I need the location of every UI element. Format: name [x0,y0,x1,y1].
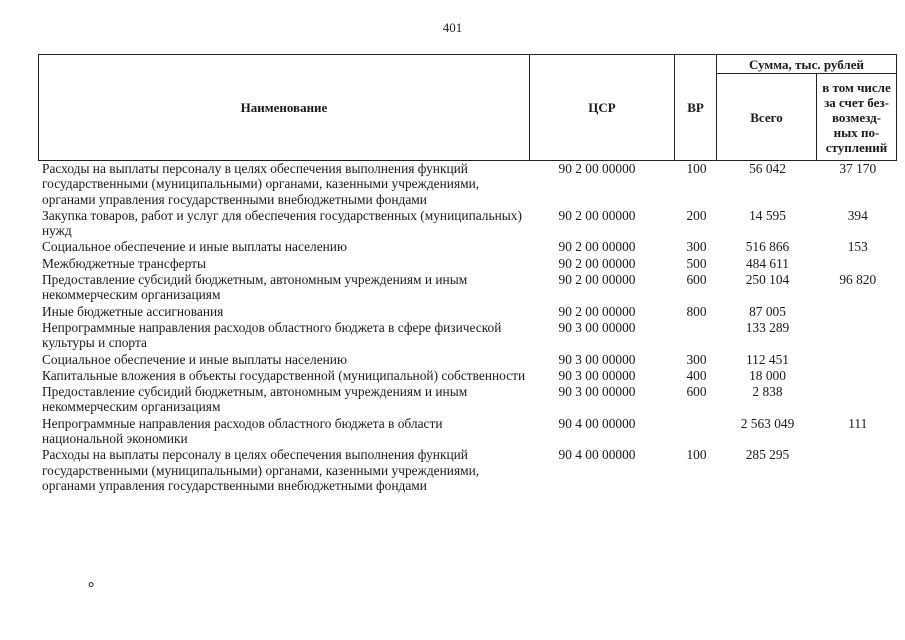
row-csr: 90 3 00 00000 [558,384,636,400]
row-total: 56 042 [749,161,786,176]
row-name: Иные бюджетные ассигнования [42,303,224,319]
row-free-receipts: 153 [847,239,868,255]
row-csr: 90 2 00 00000 [558,207,636,223]
table-row [39,161,897,208]
table-row [39,208,897,240]
header-free-line: в том числе [822,79,891,95]
header-total: Всего [717,74,817,161]
table-row [39,368,897,384]
row-total: 250 104 [745,272,790,288]
header-free-line: за счет без- [824,94,889,110]
row-vr: 200 [686,207,707,223]
row-total: 133 289 [745,319,790,335]
table-row [39,256,897,272]
header-free-line: ных по- [833,124,880,140]
row-free-receipts [817,256,897,272]
row-vr: 300 [686,351,707,367]
row-free-receipts [817,352,897,368]
row-vr: 600 [686,384,707,400]
header-free-line: возмезд- [832,109,881,125]
row-csr: 90 2 00 00000 [558,272,636,288]
header-name: Наименование [39,55,530,161]
row-vr: 400 [686,367,707,383]
row-vr: 300 [686,239,707,255]
row-total: 2 838 [752,384,783,400]
row-free-receipts [817,447,897,494]
row-vr: 800 [686,303,707,319]
row-csr: 90 3 00 00000 [558,367,636,383]
page-number: 401 [442,20,463,35]
table-row [39,272,897,304]
row-total: 14 595 [749,207,786,223]
row-name: Расходы на выплаты персоналу в целях обеспечения выполнения функций государственными (муниципальными) органами, казенными учреждениями, органами управления государственными внебюджетными фондами [42,161,480,207]
row-total: 484 611 [745,255,790,271]
table-row [39,304,897,320]
table-row [39,320,897,352]
row-free-receipts [817,304,897,320]
row-vr: 100 [686,447,707,463]
budget-table [38,54,897,494]
footer-mark: ° [88,580,95,597]
row-free-receipts: 96 820 [839,272,877,288]
row-name: Социальное обеспечение и иные выплаты населению [42,351,347,367]
row-vr: 100 [686,161,707,176]
row-vr: 600 [686,272,707,288]
row-csr: 90 4 00 00000 [558,447,636,463]
row-vr: 500 [686,255,707,271]
row-total: 2 563 049 [740,415,795,431]
header-vr: ВР [675,55,717,161]
row-free-receipts: 37 170 [839,161,877,176]
row-name: Социальное обеспечение и иные выплаты населению [42,239,347,255]
row-name: Предоставление субсидий бюджетным, автономным учреждениям и иным некоммерческим организациям [42,272,468,303]
table-body [39,161,897,495]
header-csr: ЦСР [530,55,675,161]
row-free-receipts [817,320,897,352]
row-name: Закупка товаров, работ и услуг для обеспечения государственных (муниципальных) нужд [42,207,522,239]
row-free-receipts [817,384,897,416]
row-csr: 90 2 00 00000 [558,303,636,319]
row-name: Непрограммные направления расходов областного бюджета в области национальной экономики [42,415,443,447]
row-csr: 90 2 00 00000 [558,239,636,255]
header-sum-group: Сумма, тыс. рублей [717,55,897,74]
row-free-receipts: 111 [848,415,868,431]
row-total: 87 005 [749,303,786,319]
row-csr: 90 3 00 00000 [558,319,636,335]
row-csr: 90 3 00 00000 [558,351,636,367]
row-total: 18 000 [749,367,786,383]
table-row [39,384,897,416]
row-name: Расходы на выплаты персоналу в целях обеспечения выполнения функций государственными (муниципальными) органами, казенными учреждениями, органами управления государственными внебюджетными фондами [42,447,480,493]
header-free-line: ступлений [825,139,888,155]
row-name: Непрограммные направления расходов областного бюджета в сфере физической культуры и спорта [42,319,502,351]
row-free-receipts: 394 [847,207,868,223]
row-name: Предоставление субсидий бюджетным, автономным учреждениям и иным некоммерческим организациям [42,384,468,415]
table-row [39,447,897,494]
row-csr: 90 4 00 00000 [558,415,636,431]
row-vr [675,416,717,448]
row-total: 112 451 [745,351,790,367]
row-total: 516 866 [745,239,790,255]
row-name: Капитальные вложения в объекты государственной (муниципальной) собственности [42,367,526,383]
row-vr [675,320,717,352]
row-free-receipts [817,368,897,384]
row-total: 285 295 [745,447,790,463]
header-free-receipts [817,74,897,161]
table-row [39,239,897,255]
table-row [39,416,897,448]
table-row [39,352,897,368]
row-csr: 90 2 00 00000 [558,255,636,271]
row-csr: 90 2 00 00000 [558,161,636,176]
row-name: Межбюджетные трансферты [42,255,206,271]
